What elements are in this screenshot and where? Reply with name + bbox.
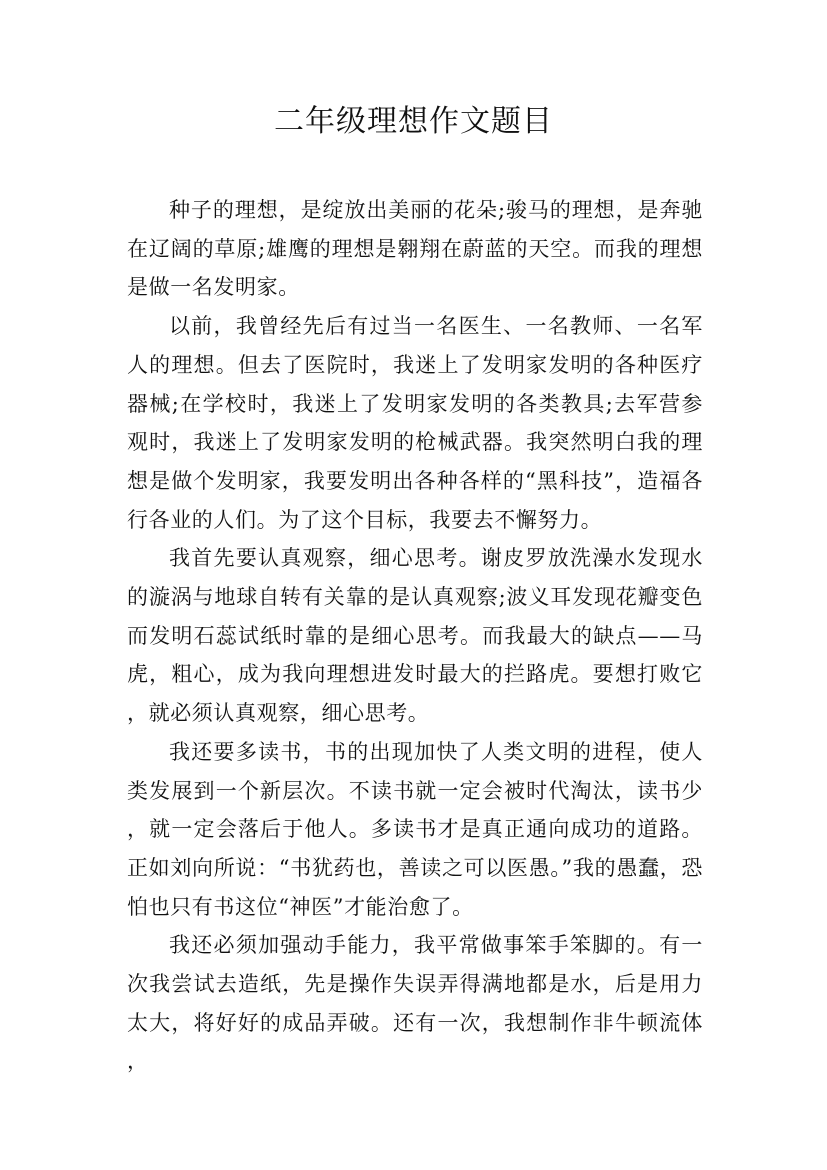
paragraph-3: 我首先要认真观察，细心思考。谢皮罗放洗澡水发现水的漩涡与地球自转有关靠的是认真观察;波义耳发现花瓣变色而发明石蕊试纸时靠的是细心思考。而我最大的缺点——马虎，粗心，成为我向理想进发时最大的拦路虎。要想打败它，就必须认真观察，细心思考。 <box>127 546 703 726</box>
paragraph-5: 我还必须加强动手能力，我平常做事笨手笨脚的。有一次我尝试去造纸，先是操作失误弄得满地都是水，后是用力太大，将好好的成品弄破。还有一次，我想制作非牛顿流体， <box>127 933 703 1074</box>
document-body <box>127 191 703 1081</box>
document-title: 二年级理想作文题目 <box>274 104 553 139</box>
paragraph-4: 我还要多读书，书的出现加快了人类文明的进程，使人类发展到一个新层次。不读书就一定会被时代淘汰，读书少，就一定会落后于他人。多读书才是真正通向成功的道路。正如刘向所说：“书犹药也，善读之可以医愚。”我的愚蠢，恐怕也只有书这位“神医”才能治愈了。 <box>127 739 703 919</box>
paragraph-2: 以前，我曾经先后有过当一名医生、一名教师、一名军人的理想。但去了医院时，我迷上了发明家发明的各种医疗器械;在学校时，我迷上了发明家发明的各类教具;去军营参观时，我迷上了发明家发明的枪械武器。我突然明白我的理想是做个发明家，我要发明出各种各样的“黑科技”，造福各行各业的人们。为了这个目标，我要去不懈努力。 <box>127 314 703 532</box>
paragraph-1: 种子的理想，是绽放出美丽的花朵;骏马的理想，是奔驰在辽阔的草原;雄鹰的理想是翱翔在蔚蓝的天空。而我的理想是做一名发明家。 <box>127 198 703 300</box>
